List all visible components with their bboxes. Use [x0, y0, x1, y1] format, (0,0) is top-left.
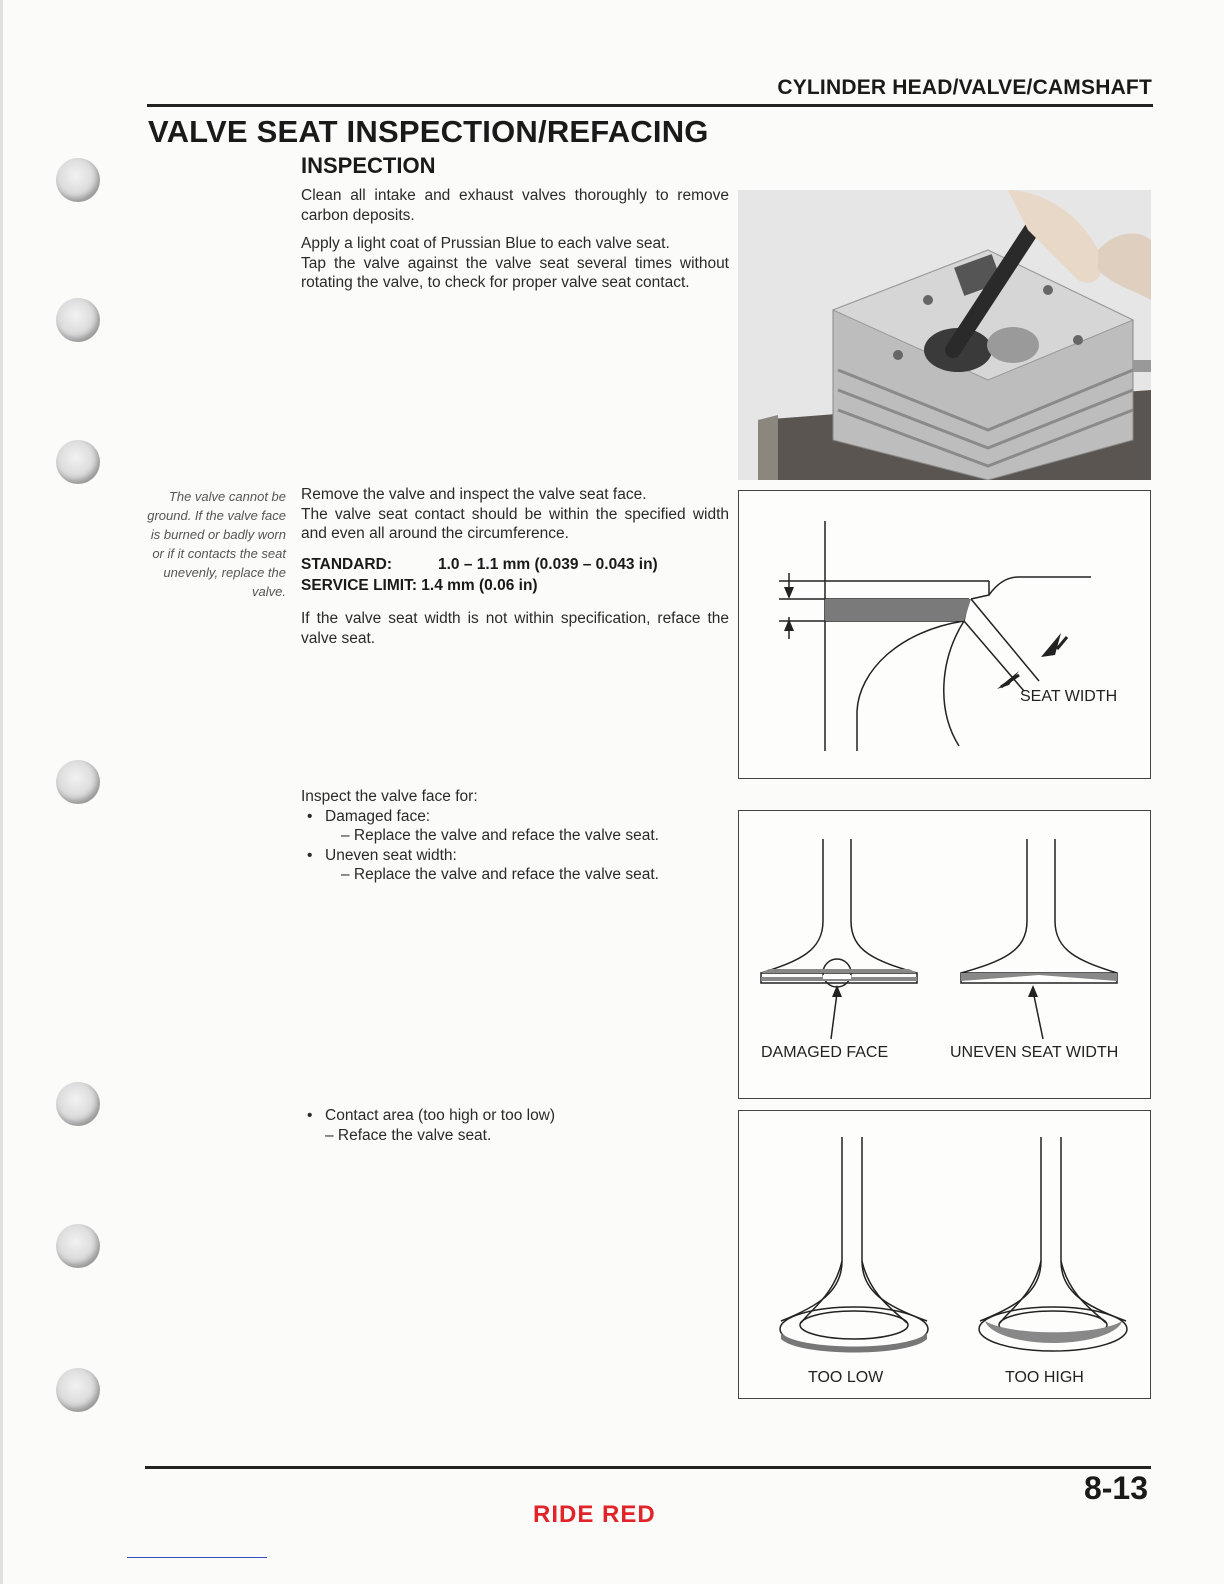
inspect-face-list [301, 787, 659, 885]
bullet-uneven-seat-action: – Replace the valve and reface the valve seat. [341, 866, 659, 883]
remove-text [301, 485, 729, 544]
remove-paragraph-2: The valve seat contact should be within the specified width and even all around the circumference. [301, 505, 729, 542]
bullet-damaged-face: • Damaged face: [301, 807, 659, 827]
binder-hole [56, 1082, 100, 1126]
too-high-label: TOO HIGH [1005, 1369, 1084, 1386]
intro-text [301, 186, 729, 293]
seat-width-figure [738, 490, 1151, 779]
page-title: VALVE SEAT INSPECTION/REFACING [148, 114, 709, 149]
binder-hole [56, 1368, 100, 1412]
remove-paragraph-1: Remove the valve and inspect the valve seat face. [301, 486, 647, 503]
bullet-contact-area: • Contact area (too high or too low) [301, 1106, 555, 1126]
spec-service-limit [301, 577, 538, 595]
contact-area-diagram [739, 1111, 1150, 1398]
binder-hole [56, 1224, 100, 1268]
cylinder-head-illustration [738, 190, 1151, 480]
inspect-face-lead: Inspect the valve face for: [301, 788, 478, 805]
binder-hole [56, 440, 100, 484]
reface-paragraph: If the valve seat width is not within specification, reface the valve seat. [301, 610, 729, 647]
valve-face-figure [738, 810, 1151, 1099]
damaged-face-label: DAMAGED FACE [761, 1044, 889, 1061]
uneven-seat-width-label: UNEVEN SEAT WIDTH [950, 1044, 1119, 1061]
reface-text [301, 609, 729, 648]
spec-limit-label: SERVICE LIMIT: [301, 577, 417, 594]
bullet-uneven-seat: • Uneven seat width: [301, 846, 659, 866]
subsection-title: INSPECTION [301, 153, 436, 178]
spec-standard [301, 556, 658, 574]
seat-width-diagram [739, 491, 1150, 778]
seat-width-label: SEAT WIDTH [1020, 688, 1118, 705]
page-number: 8-13 [1083, 1470, 1148, 1506]
spec-limit-value: 1.4 mm (0.06 in) [421, 577, 538, 594]
cylinder-head-photo [738, 190, 1151, 480]
bottom-link-line [127, 1557, 267, 1558]
spec-standard-label: STANDARD: [301, 556, 392, 573]
side-note: The valve cannot be ground. If the valve face is burned or badly worn or if it contacts the seat unevenly, replace the valve. [147, 489, 286, 599]
contact-area-figure [738, 1110, 1151, 1399]
footer-rule [145, 1466, 1151, 1469]
intro-paragraph-2: Apply a light coat of Prussian Blue to each valve seat. [301, 235, 670, 252]
bullet-contact-area-action: – Reface the valve seat. [325, 1126, 492, 1144]
too-low-label: TOO LOW [808, 1369, 884, 1386]
binder-hole [56, 158, 100, 202]
binder-hole [56, 298, 100, 342]
section-header: CYLINDER HEAD/VALVE/CAMSHAFT [777, 76, 1152, 99]
bullet-damaged-face-action: – Replace the valve and reface the valve seat. [341, 827, 659, 844]
page-left-edge [0, 0, 3, 1584]
binder-hole [56, 760, 100, 804]
brand-watermark: RIDE RED [533, 1501, 656, 1528]
header-rule [147, 104, 1153, 107]
intro-paragraph-3: Tap the valve against the valve seat several times without rotating the valve, to check for proper valve seat contact. [301, 254, 729, 291]
contact-list [301, 1106, 555, 1145]
intro-paragraph-1: Clean all intake and exhaust valves thoroughly to remove carbon deposits. [301, 187, 729, 224]
spec-standard-value: 1.0 – 1.1 mm (0.039 – 0.043 in) [438, 556, 658, 573]
